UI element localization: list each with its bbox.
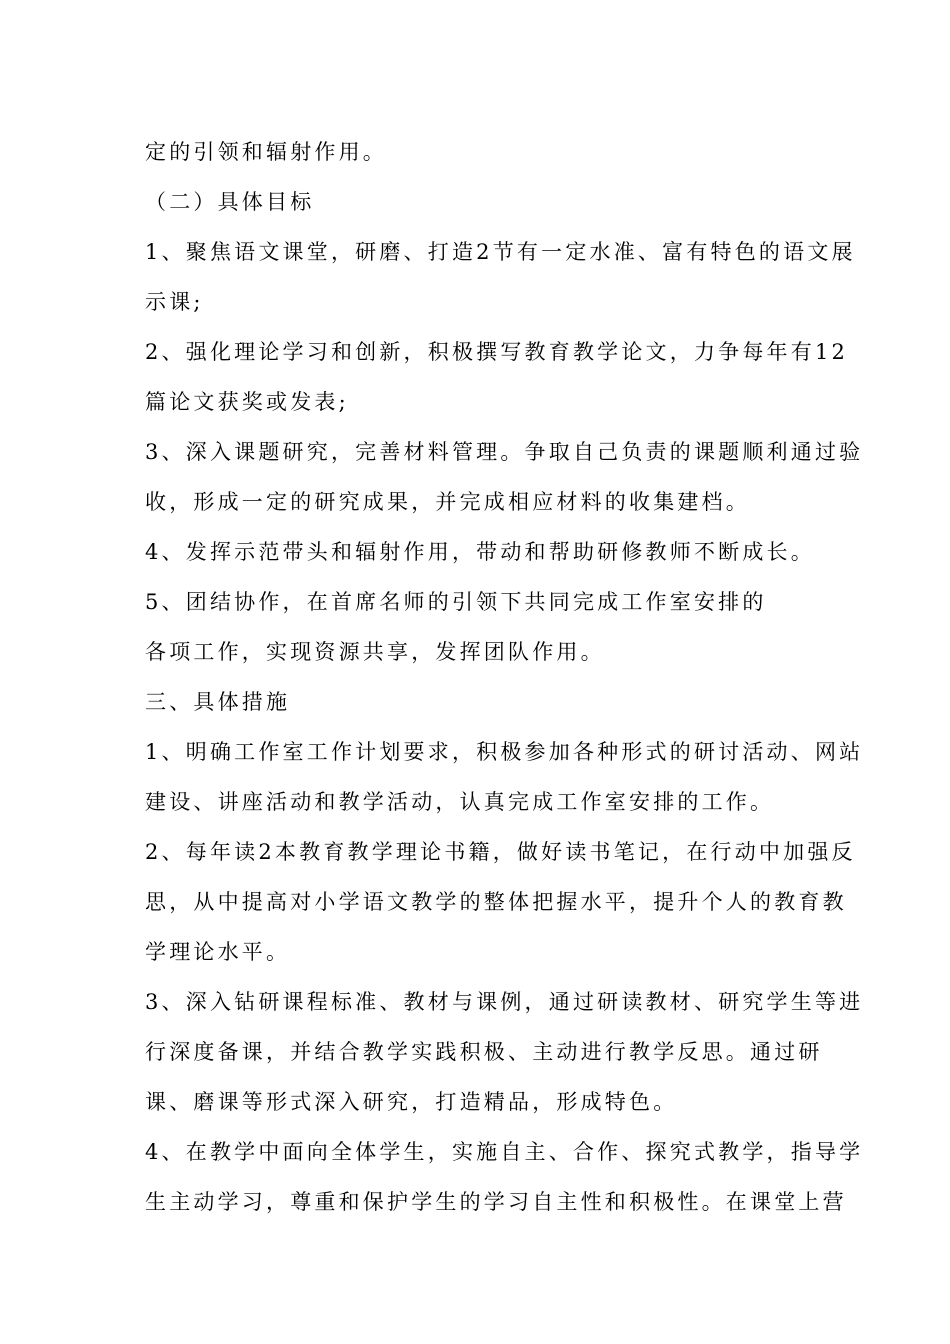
text-line: 示课;: [145, 290, 204, 314]
text-line: 生主动学习，尊重和保护学生的学习自主性和积极性。在课堂上营: [145, 1190, 847, 1214]
text-line: 收，形成一定的研究成果，并完成相应材料的收集建档。: [145, 490, 750, 514]
text-line: 1、聚焦语文课堂，研磨、打造2节有一定水准、富有特色的语文展: [145, 240, 856, 264]
text-line: 2、强化理论学习和创新，积极撰写教育教学论文，力争每年有12: [145, 340, 849, 364]
text-line: 1、明确工作室工作计划要求，积极参加各种形式的研讨活动、网站: [145, 740, 864, 764]
text-line: 思，从中提高对小学语文教学的整体把握水平，提升个人的教育教: [145, 890, 847, 914]
text-line: 3、深入课题研究，完善材料管理。争取自己负责的课题顺利通过验: [145, 440, 864, 464]
text-line: 4、发挥示范带头和辐射作用，带动和帮助研修教师不断成长。: [145, 540, 815, 564]
text-line: 定的引领和辐射作用。: [145, 140, 387, 164]
section-heading: 三、具体措施: [145, 690, 291, 714]
text-line: 课、磨课等形式深入研究，打造精品，形成特色。: [145, 1090, 678, 1114]
text-line: 学理论水平。: [145, 940, 291, 964]
text-line: 行深度备课，并结合教学实践积极、主动进行教学反思。通过研: [145, 1040, 823, 1064]
text-line: 篇论文获奖或发表;: [145, 390, 349, 414]
text-line: 5、团结协作，在首席名师的引领下共同完成工作室安排的: [145, 590, 767, 614]
text-line: 2、每年读2本教育教学理论书籍，做好读书笔记，在行动中加强反: [145, 840, 856, 864]
text-line: 建设、讲座活动和教学活动，认真完成工作室安排的工作。: [145, 790, 775, 814]
text-line: 各项工作，实现资源共享，发挥团队作用。: [145, 640, 605, 664]
text-line: 3、深入钻研课程标准、教材与课例，通过研读教材、研究学生等进: [145, 990, 864, 1014]
section-heading: （二）具体目标: [145, 190, 315, 214]
text-line: 4、在教学中面向全体学生，实施自主、合作、探究式教学，指导学: [145, 1140, 864, 1164]
